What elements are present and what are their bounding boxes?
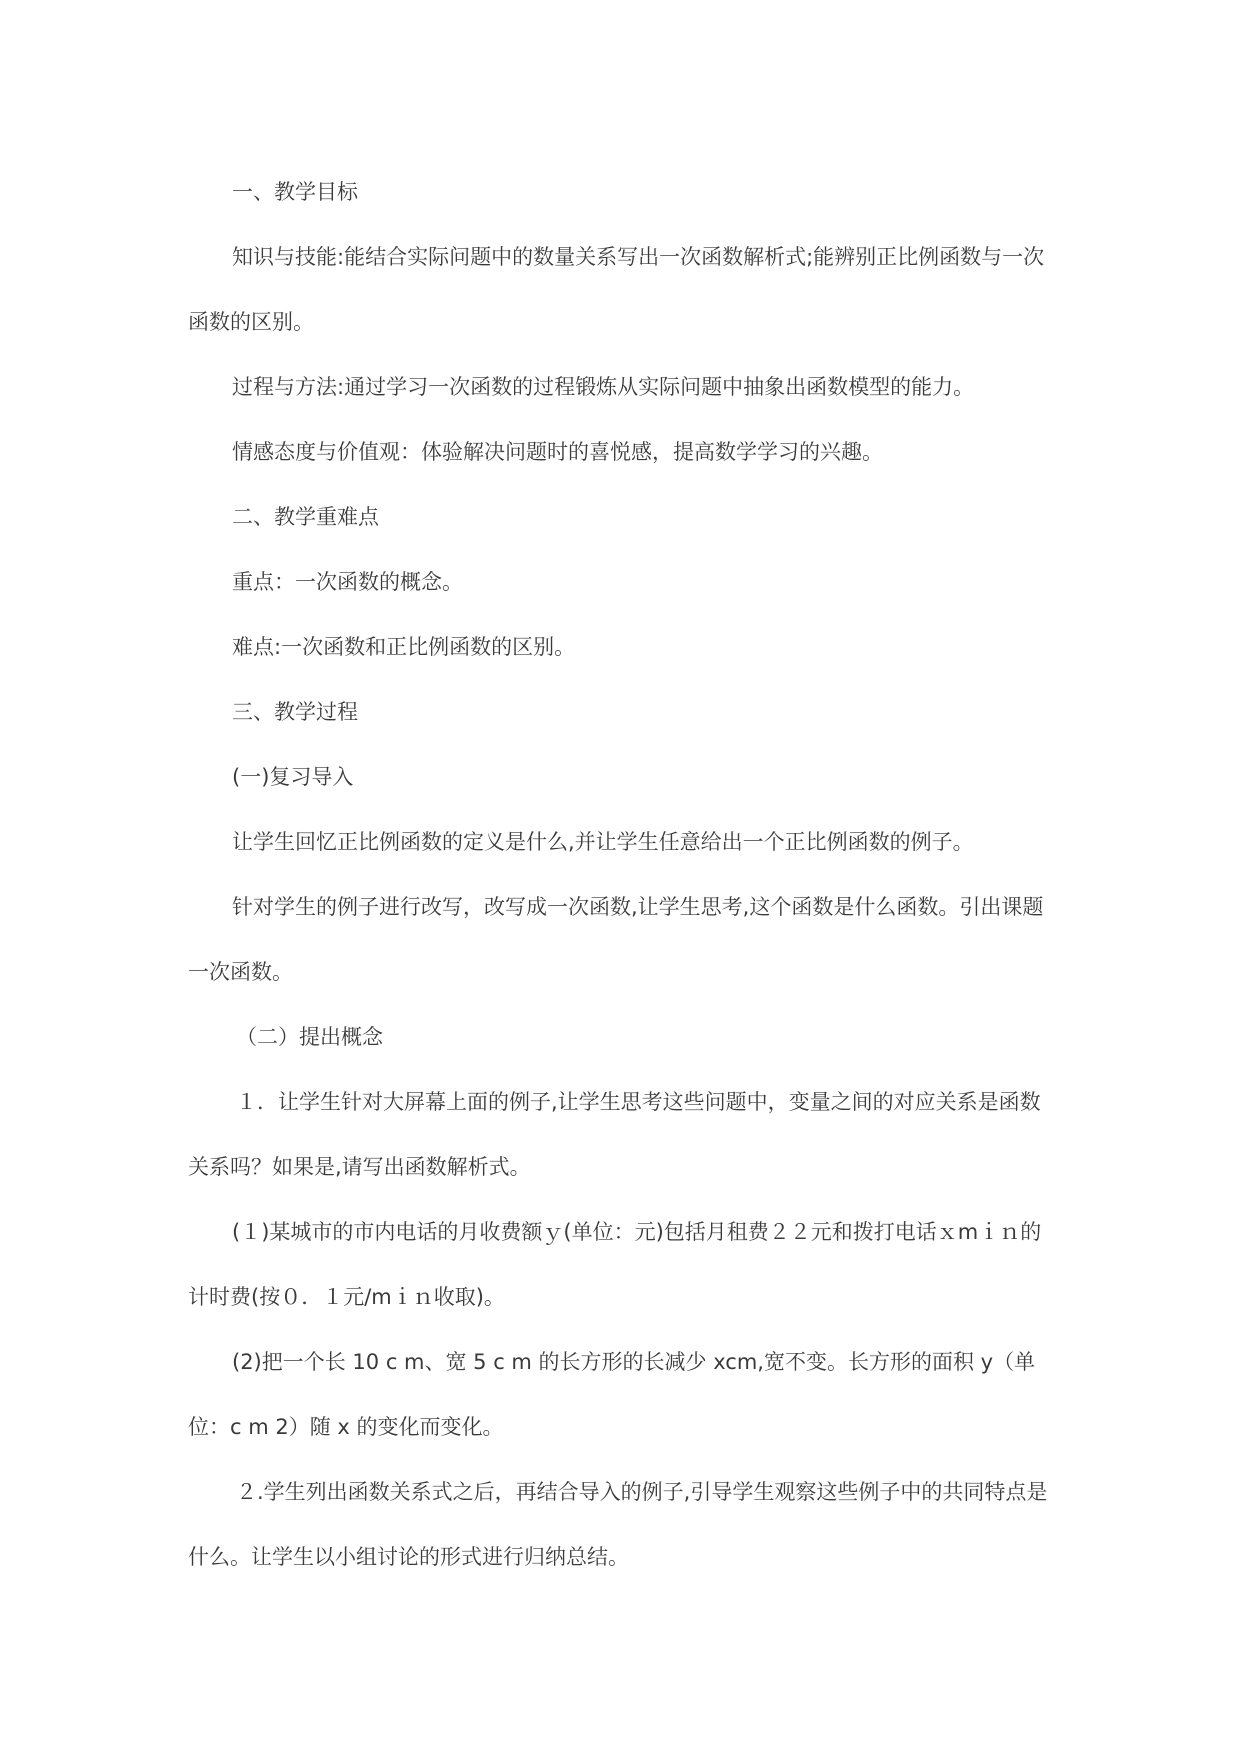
paragraph-example-1: (１)某城市的市内电话的月收费额ｙ(单位：元)包括月租费２２元和拨打电话ｘmｉｎ的计时费(按０．１元/mｉｎ收取)。 [188, 1220, 1042, 1309]
paragraph-process-methods: 过程与方法:通过学习一次函数的过程锻炼从实际问题中抽象出函数模型的能力。 [232, 375, 975, 399]
document-body [188, 160, 1058, 1590]
subheading-propose-concept: （二）提出概念 [236, 1025, 383, 1049]
paragraph-rewrite-example: 针对学生的例子进行改写，改写成一次函数,让学生思考,这个函数是什么函数。引出课题一次函数。 [188, 895, 1044, 984]
paragraph-item-2: ２.学生列出函数关系式之后，再结合导入的例子,引导学生观察这些例子中的共同特点是什么。让学生以小组讨论的形式进行归纳总结。 [188, 1480, 1048, 1569]
paragraph-recall-definition: 让学生回忆正比例函数的定义是什么,并让学生任意给出一个正比例函数的例子。 [232, 830, 974, 854]
paragraph-key-point: 重点：一次函数的概念。 [232, 570, 463, 594]
paragraph-difficulty: 难点:一次函数和正比例函数的区别。 [232, 635, 576, 659]
section-heading-teaching-goals: 一、教学目标 [232, 180, 358, 204]
paragraph-item-1: １．让学生针对大屏幕上面的例子,让学生思考这些问题中，变量之间的对应关系是函数关系吗？如果是,请写出函数解析式。 [188, 1090, 1041, 1179]
paragraph-example-2: (2)把一个长 10 c m、宽 5 c m 的长方形的长减少 xcm,宽不变。长方形的面积 y（单位：c m 2）随 x 的变化而变化。 [188, 1350, 1036, 1439]
paragraph-emotion-values: 情感态度与价值观：体验解决问题时的喜悦感，提高数学学习的兴趣。 [232, 440, 883, 464]
section-heading-key-difficulties: 二、教学重难点 [232, 505, 379, 529]
section-heading-teaching-process: 三、教学过程 [232, 700, 358, 724]
paragraph-knowledge-skills: 知识与技能:能结合实际问题中的数量关系写出一次函数解析式;能辨别正比例函数与一次函数的区别。 [188, 245, 1045, 334]
subheading-review-intro: (一)复习导入 [232, 765, 354, 789]
